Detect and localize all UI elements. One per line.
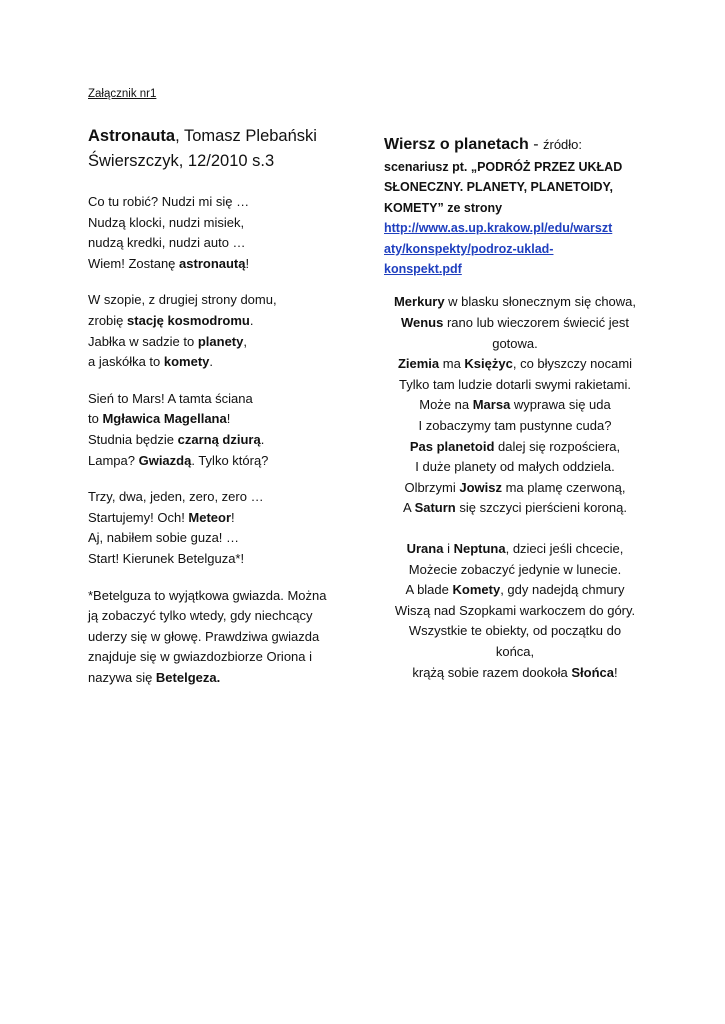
poem-title-author: , Tomasz Plebański xyxy=(175,127,317,145)
bold-text: komety xyxy=(163,354,210,370)
text: ją zobaczyć tylko wtedy, gdy niechcący xyxy=(88,608,313,624)
text: Lampa? xyxy=(88,452,139,468)
bold-text: stację kosmodromu xyxy=(127,312,250,328)
poem-line xyxy=(384,560,646,581)
left-poem xyxy=(88,192,353,570)
text: ! xyxy=(231,509,235,525)
text: Wiem! Zostanę xyxy=(88,255,180,271)
poem-line xyxy=(384,292,646,313)
planets-poem-title xyxy=(384,133,646,157)
poem-line xyxy=(88,389,353,410)
text: krążą sobie razem dookoła xyxy=(412,664,572,680)
text: *Betelguza to wyjątkowa gwiazda. Można xyxy=(88,587,327,603)
poem-line xyxy=(384,642,646,663)
annex-label: Załącznik nr1 xyxy=(88,88,157,100)
text: Startujemy! Och! xyxy=(88,509,189,525)
poem-line xyxy=(384,580,646,601)
stanza xyxy=(88,290,353,372)
text: Nudzą klocki, nudzi misiek, xyxy=(88,214,245,230)
source-link-line[interactable]: konspekt.pdf xyxy=(384,262,462,277)
text: a jaskółka to xyxy=(88,354,164,370)
footnote-line xyxy=(88,586,353,607)
footnote xyxy=(88,586,353,689)
poem-line xyxy=(384,354,646,375)
text: uderzy się w głowę. Prawdziwa gwiazda xyxy=(88,628,320,644)
poem-line xyxy=(384,395,646,416)
text: , gdy nadejdą chmury xyxy=(500,582,625,598)
poem-line xyxy=(384,498,646,519)
text: to xyxy=(88,411,103,427)
stanza xyxy=(88,389,353,471)
text: W szopie, z drugiej strony domu, xyxy=(88,292,277,308)
text: ! xyxy=(226,411,231,427)
bold-text: czarną dziurą xyxy=(177,431,261,447)
poem-line xyxy=(88,508,353,529)
text: znajduje się w gwiazdozbiorze Oriona i xyxy=(88,649,313,665)
planets-poem xyxy=(384,292,646,683)
poem-source: Świerszczyk, 12/2010 s.3 xyxy=(88,152,275,170)
text: Wszystkie te obiekty, od początku do xyxy=(408,623,622,639)
bold-text: Słońca xyxy=(571,664,614,680)
stanza xyxy=(88,487,353,569)
text: I duże planety od małych oddziela. xyxy=(415,459,615,475)
text: Start! Kierunek Betelguza*! xyxy=(88,550,245,566)
text: Wiszą nad Szopkami warkoczem do góry. xyxy=(394,602,636,618)
bold-text: astronautą xyxy=(179,255,246,271)
footnote-line xyxy=(88,627,353,648)
bold-text: Meteor xyxy=(188,509,232,525)
poem-line xyxy=(88,332,353,353)
text: Sień to Mars! A tamta ściana xyxy=(88,390,253,406)
poem-line xyxy=(384,334,646,355)
bold-text: Jowisz xyxy=(459,479,502,495)
poem-line xyxy=(88,213,353,234)
source-description-line: scenariusz pt. „PODRÓŻ PRZEZ UKŁAD xyxy=(384,160,623,174)
poem-line xyxy=(88,352,353,373)
text: I zobaczymy tam pustynne cuda? xyxy=(418,418,612,433)
text: Możecie zobaczyć jedynie w lunecie. xyxy=(408,561,622,577)
text: ma plamę czerwoną, xyxy=(501,479,626,495)
text: zrobię xyxy=(88,312,128,328)
poem-line xyxy=(88,528,353,549)
title-separator: - xyxy=(528,136,543,153)
poem-line xyxy=(384,621,646,642)
footnote-line xyxy=(88,647,353,668)
text: . xyxy=(260,431,265,447)
stanza xyxy=(88,192,353,274)
poem-line xyxy=(384,313,646,334)
text: wyprawa się uda xyxy=(510,397,611,413)
text: . xyxy=(249,312,254,328)
poem-line xyxy=(88,451,353,472)
bold-text: planety xyxy=(197,333,244,349)
planets-poem-title-name: Wiersz o planetach xyxy=(384,136,529,153)
text: , dzieci jeśli chcecie, xyxy=(505,540,624,556)
text: , co błyszczy nocami xyxy=(512,356,633,372)
bold-text: Wenus xyxy=(400,315,444,331)
footnote-line xyxy=(88,606,353,627)
text: i xyxy=(443,540,454,556)
text: dalej się rozpościera, xyxy=(494,438,621,454)
poem-line xyxy=(88,430,353,451)
poem-line xyxy=(88,254,353,275)
source-link[interactable] xyxy=(384,218,646,279)
text: Aj, nabiłem sobie guza! … xyxy=(88,530,240,546)
poem-line xyxy=(88,233,353,254)
poem-line xyxy=(384,663,646,684)
text: Jabłka w sadzie to xyxy=(88,333,198,349)
poem-line xyxy=(88,311,353,332)
text: Co tu robić? Nudzi mi się … xyxy=(88,194,250,209)
bold-text: Merkury xyxy=(393,294,445,310)
text: rano lub wieczorem świecić jest xyxy=(443,315,630,331)
poem-line xyxy=(88,192,353,213)
source-description-line: KOMETY” ze strony xyxy=(384,200,503,215)
poem-line xyxy=(384,375,646,396)
text: w blasku słonecznym się chowa, xyxy=(444,294,637,310)
stanza xyxy=(384,292,646,519)
poem-line xyxy=(384,478,646,499)
text: Tylko tam ludzie dotarli swymi rakietami. xyxy=(399,376,631,392)
source-link-line[interactable]: aty/konspekty/podroz-uklad- xyxy=(384,241,554,256)
poem-title-name: Astronauta xyxy=(88,127,176,145)
text: . xyxy=(209,354,214,370)
poem-line xyxy=(384,601,646,622)
text: Olbrzymi xyxy=(404,479,460,495)
bold-text: Neptuna xyxy=(453,540,506,556)
source-description xyxy=(384,157,646,218)
source-description-line: SŁONECZNY. PLANETY, PLANETOIDY, xyxy=(384,180,613,195)
bold-text: Pas planetoid xyxy=(409,438,495,454)
text: gotowa. xyxy=(492,335,538,351)
text: A xyxy=(403,500,415,516)
poem-line xyxy=(88,290,353,311)
text: ! xyxy=(245,255,250,271)
text: ! xyxy=(613,664,618,680)
text: A blade xyxy=(405,582,453,598)
poem-title xyxy=(88,124,353,149)
text: końca, xyxy=(495,643,535,659)
bold-text: Gwiazdą xyxy=(138,452,192,468)
bold-text: Mgławica Magellana xyxy=(102,411,227,427)
bold-text: Marsa xyxy=(472,397,511,413)
bold-text: Ziemia xyxy=(397,356,440,372)
text: ma xyxy=(439,356,465,372)
bold-text: Saturn xyxy=(414,500,456,516)
text: nazywa się xyxy=(88,669,156,685)
text: się szczyci pierścieni koroną. xyxy=(455,500,627,516)
poem-line xyxy=(384,416,646,437)
bold-text: Księżyc xyxy=(464,356,513,372)
poem-line xyxy=(384,437,646,458)
source-link-line[interactable]: http://www.as.up.krakow.pl/edu/warszt xyxy=(384,221,613,236)
right-column xyxy=(384,133,646,683)
text: nudzą kredki, nudzi auto … xyxy=(88,235,246,251)
text: Trzy, dwa, jeden, zero, zero … xyxy=(88,489,264,505)
poem-line xyxy=(88,549,353,570)
footnote-line xyxy=(88,668,353,689)
source-label: źródło: xyxy=(543,137,583,152)
bold-text: Komety xyxy=(452,582,501,598)
poem-line xyxy=(88,487,353,508)
text: , xyxy=(243,333,247,349)
bold-text: Betelgeza. xyxy=(155,669,221,685)
poem-line xyxy=(384,457,646,478)
stanza xyxy=(384,539,646,683)
left-column xyxy=(88,124,353,688)
bold-text: Urana xyxy=(406,540,444,556)
text: Studnia będzie xyxy=(88,431,178,447)
poem-line xyxy=(88,409,353,430)
text: . Tylko którą? xyxy=(191,452,269,468)
poem-line xyxy=(384,539,646,560)
text: Może na xyxy=(419,397,473,413)
